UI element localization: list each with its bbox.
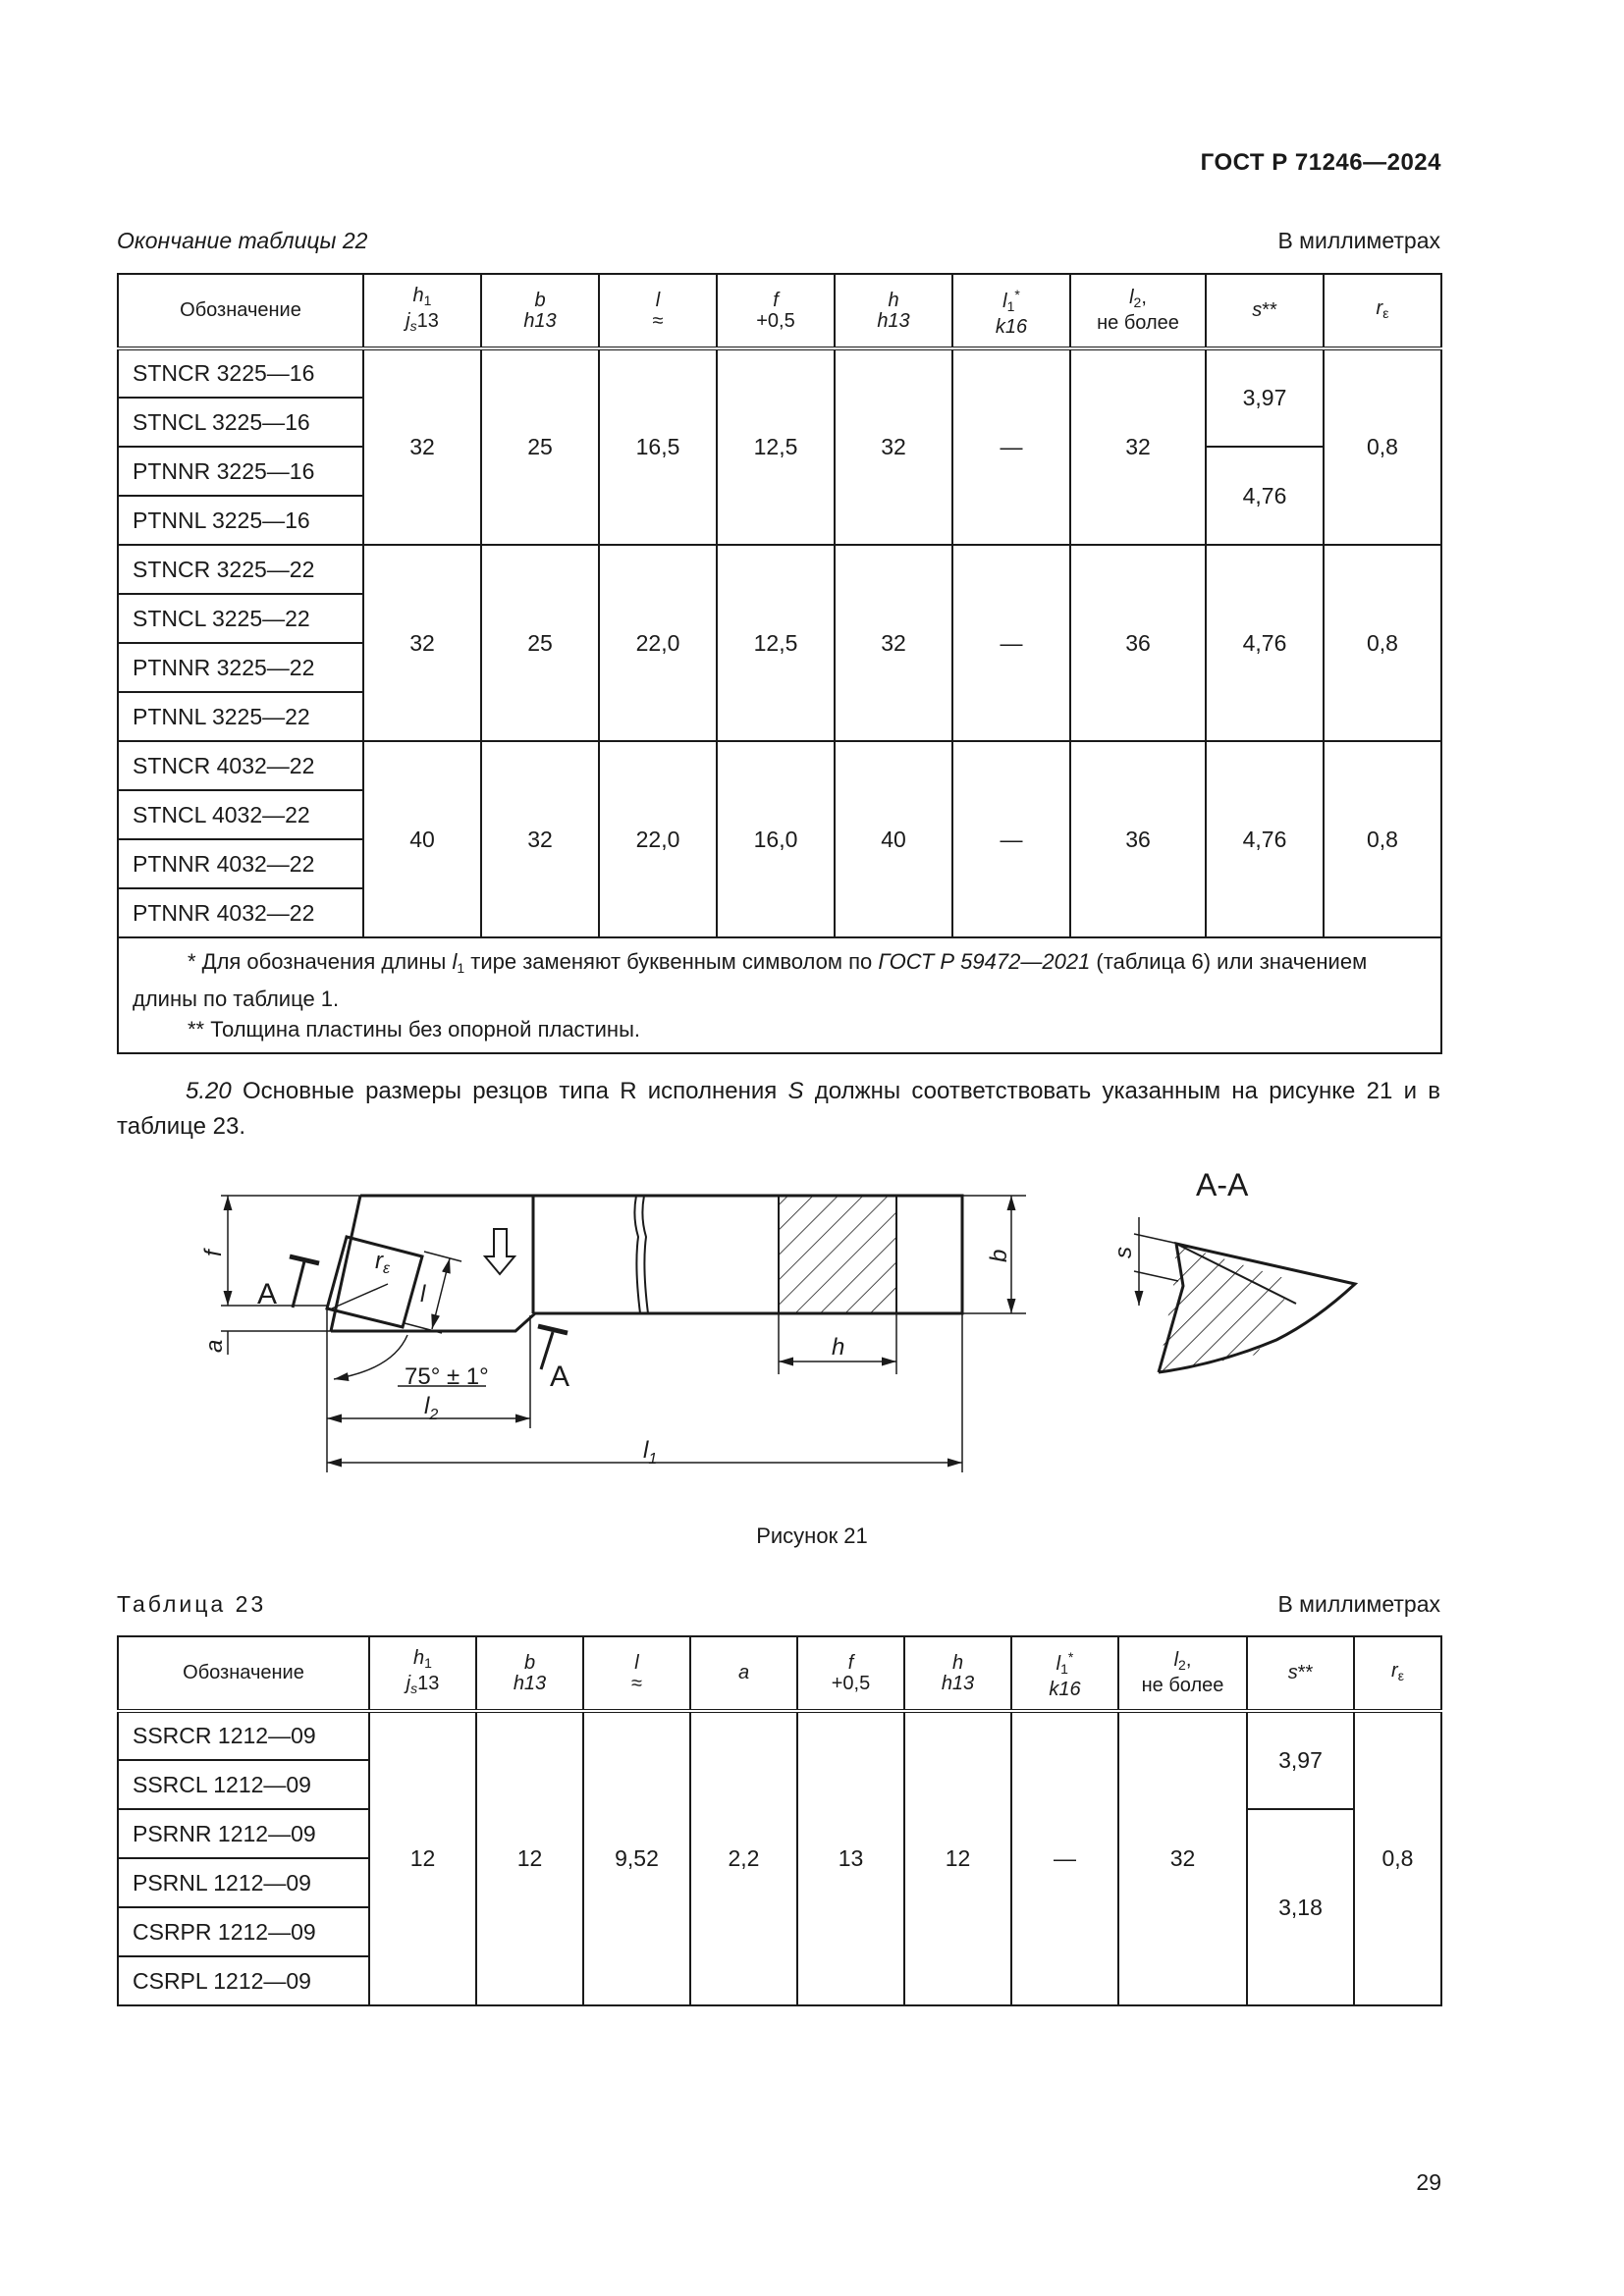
s-cell: 3,97 [1206,348,1324,447]
col-s: s** [1206,274,1324,348]
label-f: f [200,1250,227,1256]
label-section-a-left: A [257,1278,278,1310]
table-22 [117,273,1442,1054]
table22-header-row [118,274,1441,348]
section-markers [290,1256,568,1369]
standard-number: ГОСТ Р 71246—2024 [1200,149,1441,176]
table23-caption-row [117,1591,1440,1618]
s-cell: 4,76 [1206,545,1324,741]
designation-cell: SSRCL 1212—09 [118,1760,369,1809]
label-l1: $l_1$ [643,1437,658,1468]
col-l2: $l_2$, не более [1118,1636,1247,1711]
s-cell: 4,76 [1206,447,1324,545]
h-cell: 40 [835,741,952,937]
col-designation: Обозначение [118,274,363,348]
col-h: h h13 [904,1636,1011,1711]
table-row [118,545,1441,594]
paragraph-5-20: 5.20 Основные размеры резцов типа R исполнения S должны соответствовать указанным на рисунке 21 и в таблице 23. [117,1078,1440,1140]
label-section-a-right: A [550,1361,570,1393]
table22-caption: Окончание таблицы 22 [117,228,368,253]
col-designation: Обозначение [118,1636,369,1711]
label-section-title: A-A [1196,1167,1249,1202]
designation-cell: STNCR 3225—22 [118,545,363,594]
f-cell: 12,5 [717,348,835,545]
l-cell: 16,5 [599,348,717,545]
designation-cell: CSRPL 1212—09 [118,1956,369,2005]
designation-cell: CSRPR 1212—09 [118,1907,369,1956]
designation-cell: STNCL 3225—16 [118,398,363,447]
col-l: l ≈ [583,1636,690,1711]
col-h1: $h_1$ $j_s13$ [369,1636,476,1711]
designation-cell: PSRNL 1212—09 [118,1858,369,1907]
col-a: a [690,1636,797,1711]
table-23 [117,1635,1442,2006]
h1-cell: 32 [363,348,481,545]
label-b: b [986,1249,1012,1262]
l1-cell: — [1011,1711,1118,2005]
h-cell: 32 [835,348,952,545]
figure-21-drawing [0,1158,1624,1512]
table-row [118,741,1441,790]
r-cell: 0,8 [1324,545,1441,741]
s-cell: 4,76 [1206,741,1324,937]
label-r-epsilon: $r_\varepsilon$ [375,1248,391,1277]
table-row [118,1711,1441,1760]
r-cell: 0,8 [1324,348,1441,545]
note-2: ** Толщина пластины без опорной пластины. [188,1017,640,1041]
designation-cell: PTNNL 3225—16 [118,496,363,545]
s-cell: 3,97 [1247,1711,1354,1809]
l2-cell: 32 [1070,348,1206,545]
col-l: l ≈ [599,274,717,348]
h1-cell: 32 [363,545,481,741]
r-cell: 0,8 [1354,1711,1441,2005]
col-b: b h13 [476,1636,583,1711]
f-cell: 16,0 [717,741,835,937]
l-cell: 22,0 [599,741,717,937]
l1-cell: — [952,545,1070,741]
h-cell: 12 [904,1711,1011,2005]
r-cell: 0,8 [1324,741,1441,937]
designation-cell: PTNNR 4032—22 [118,888,363,937]
designation-cell: PSRNR 1212—09 [118,1809,369,1858]
l2-cell: 36 [1070,545,1206,741]
feed-direction-icon [485,1229,514,1274]
h1-cell: 12 [369,1711,476,2005]
table22-notes [118,937,1441,1053]
designation-cell: PTNNR 4032—22 [118,839,363,888]
l-cell: 9,52 [583,1711,690,2005]
h1-cell: 40 [363,741,481,937]
label-h: h [832,1334,845,1361]
col-s: s** [1247,1636,1354,1711]
col-l2: $l_2$, не более [1070,274,1206,348]
designation-cell: STNCL 3225—22 [118,594,363,643]
col-b: b h13 [481,274,599,348]
b-cell: 32 [481,741,599,937]
note-1: * Для обозначения длины $l_1$ тире заменяют буквенным символом по ГОСТ Р 59472—2021 (таблица 6) или значением длины по таблице 1. [133,949,1368,1011]
label-s: s [1110,1247,1137,1258]
designation-cell: PTNNL 3225—22 [118,692,363,741]
section-a-a [1134,1217,1355,1372]
b-cell: 25 [481,348,599,545]
designation-cell: SSRCR 1212—09 [118,1711,369,1760]
page-number: 29 [1416,2169,1441,2195]
a-cell: 2,2 [690,1711,797,2005]
l1-cell: — [952,741,1070,937]
b-cell: 12 [476,1711,583,2005]
col-f: f +0,5 [797,1636,904,1711]
col-l1: $l_1^*$ k16 [952,274,1070,348]
col-f: f +0,5 [717,274,835,348]
label-angle: 75° ± 1° [405,1363,489,1390]
col-h: h h13 [835,274,952,348]
label-a: a [201,1339,228,1353]
col-r: $r_\varepsilon$ [1354,1636,1441,1711]
l-cell: 22,0 [599,545,717,741]
b-cell: 25 [481,545,599,741]
table22-caption-row [117,228,1440,254]
l1-cell: — [952,348,1070,545]
table23-units: В миллиметрах [1277,1591,1440,1617]
designation-cell: PTNNR 3225—22 [118,643,363,692]
col-r: $r_\varepsilon$ [1324,274,1441,348]
f-cell: 12,5 [717,545,835,741]
figure-caption: Рисунок 21 [756,1523,868,1548]
l2-cell: 36 [1070,741,1206,937]
label-l: l [420,1281,426,1308]
label-l2: $l_2$ [424,1393,439,1423]
designation-cell: STNCR 4032—22 [118,741,363,790]
s-cell: 3,18 [1247,1809,1354,2005]
h-cell: 32 [835,545,952,741]
table22-units: В миллиметрах [1277,228,1440,253]
table22-notes-row [118,937,1441,1053]
designation-cell: STNCR 3225—16 [118,348,363,398]
table-row [118,348,1441,398]
table23-header-row [118,1636,1441,1711]
designation-cell: STNCL 4032—22 [118,790,363,839]
table23-caption: Таблица 23 [117,1591,267,1617]
f-cell: 13 [797,1711,904,2005]
col-l1: $l_1^*$ k16 [1011,1636,1118,1711]
l2-cell: 32 [1118,1711,1247,2005]
col-h1: $h_1$ $j_s13$ [363,274,481,348]
designation-cell: PTNNR 3225—16 [118,447,363,496]
hatched-section [779,1196,896,1313]
dimension-lines [221,1196,1026,1472]
